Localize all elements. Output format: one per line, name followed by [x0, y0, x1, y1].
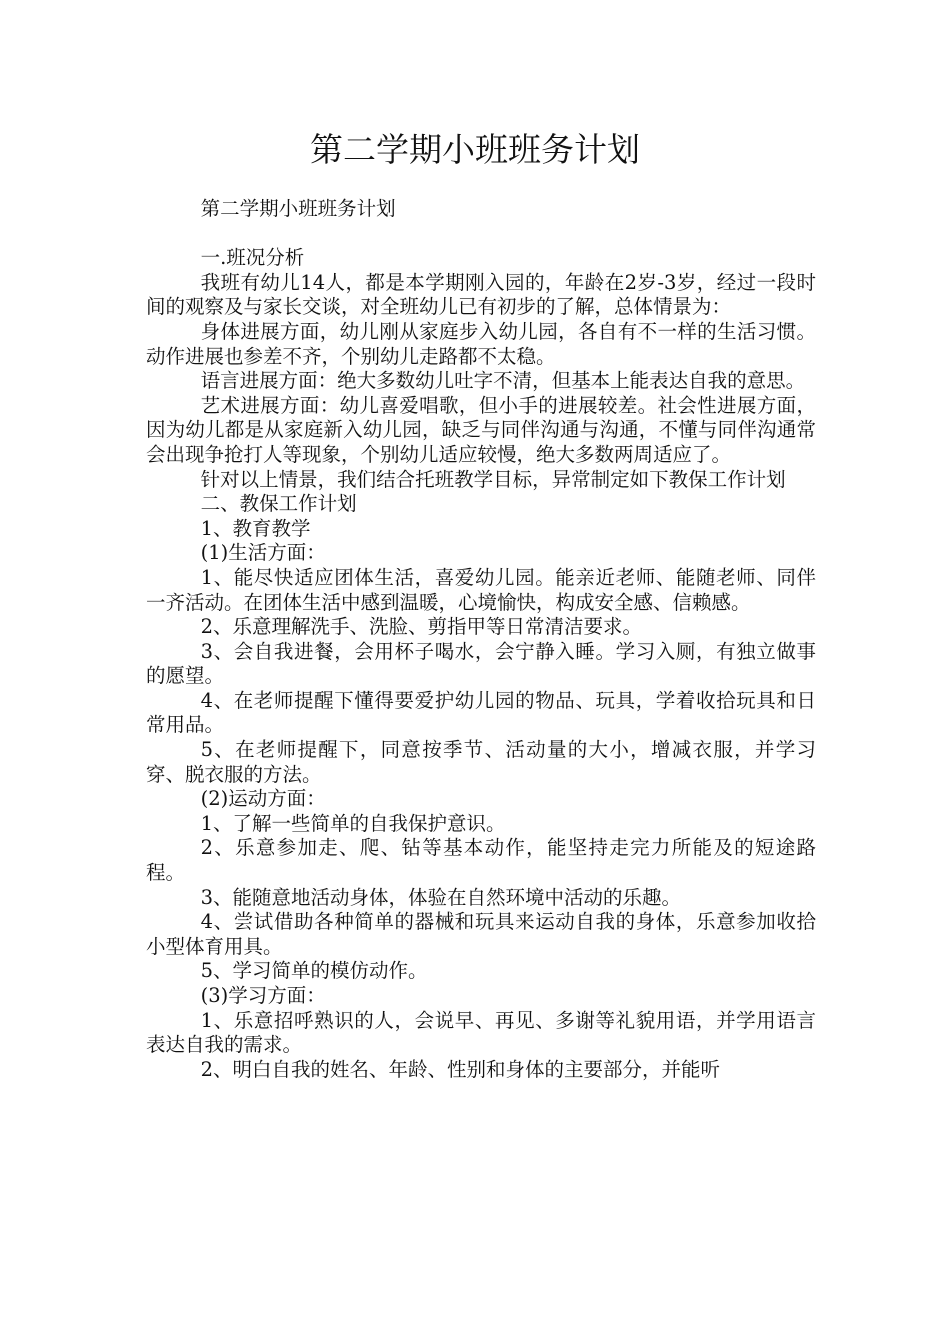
list-item: 1、能尽快适应团体生活，喜爱幼儿园。能亲近老师、能随老师、同伴一齐活动。在团体生活中感到温暖，心境愉快，构成安全感、信赖感。 [146, 565, 816, 614]
subsection-heading: (1)生活方面： [200, 541, 326, 565]
section-heading: 一.班况分析 [200, 246, 305, 270]
list-item: 1、乐意招呼熟识的人，会说早、再见、多谢等礼貌用语，并学用语言表达自我的需求。 [146, 1008, 816, 1057]
paragraph: 我班有幼儿14人，都是本学期刚入园的，年龄在2岁-3岁，经过一段时间的观察及与家长交谈，对全班幼儿已有初步的了解，总体情景为： [146, 270, 816, 319]
list-item: 4、在老师提醒下懂得要爱护幼儿园的物品、玩具，学着收拾玩具和日常用品。 [146, 688, 816, 737]
list-item: 2、明白自我的姓名、年龄、性别和身体的主要部分，并能听 [200, 1057, 721, 1081]
document-title: 第二学期小班班务计划 [310, 130, 640, 169]
list-item: 2、乐意参加走、爬、钻等基本动作，能坚持走完力所能及的短途路程。 [146, 836, 816, 885]
list-item: 3、会自我进餐，会用杯子喝水，会宁静入睡。学习入厕，有独立做事的愿望。 [146, 639, 816, 688]
paragraph: 身体进展方面，幼儿刚从家庭步入幼儿园，各自有不一样的生活习惯。动作进展也参差不齐，个别幼儿走路都不太稳。 [146, 319, 816, 368]
paragraph: 第二学期小班班务计划 [200, 197, 396, 220]
list-item: 2、乐意理解洗手、洗脸、剪指甲等日常清洁要求。 [200, 615, 643, 639]
list-item: 1、了解一些简单的自我保护意识。 [200, 811, 506, 835]
document-body [146, 197, 816, 1082]
subsection-heading: (3)学习方面： [200, 984, 326, 1007]
list-item: 5、学习简单的模仿动作。 [200, 959, 428, 983]
paragraph: 艺术进展方面：幼儿喜爱唱歌，但小手的进展较差。社会性进展方面，因为幼儿都是从家庭新入幼儿园，缺乏与同伴沟通与沟通，不懂与同伴沟通常会出现争抢打人等现象，个别幼儿适应较慢，绝大多数两周适应了。 [146, 393, 816, 466]
section-heading: 二、教保工作计划 [200, 492, 357, 516]
list-item: 4、尝试借助各种简单的器械和玩具来运动自我的身体，乐意参加收拾小型体育用具。 [146, 910, 816, 958]
list-item: 5、在老师提醒下，同意按季节、活动量的大小，增减衣服，并学习穿、脱衣服的方法。 [146, 738, 816, 786]
paragraph: 针对以上情景，我们结合托班教学目标，异常制定如下教保工作计划 [200, 467, 786, 491]
subsection-heading: 1、教育教学 [200, 516, 311, 540]
list-item: 3、能随意地活动身体，体验在自然环境中活动的乐趣。 [200, 885, 682, 909]
paragraph: 语言进展方面：绝大多数幼儿吐字不清，但基本上能表达自我的意思。 [200, 369, 806, 393]
subsection-heading: (2)运动方面： [200, 787, 326, 811]
